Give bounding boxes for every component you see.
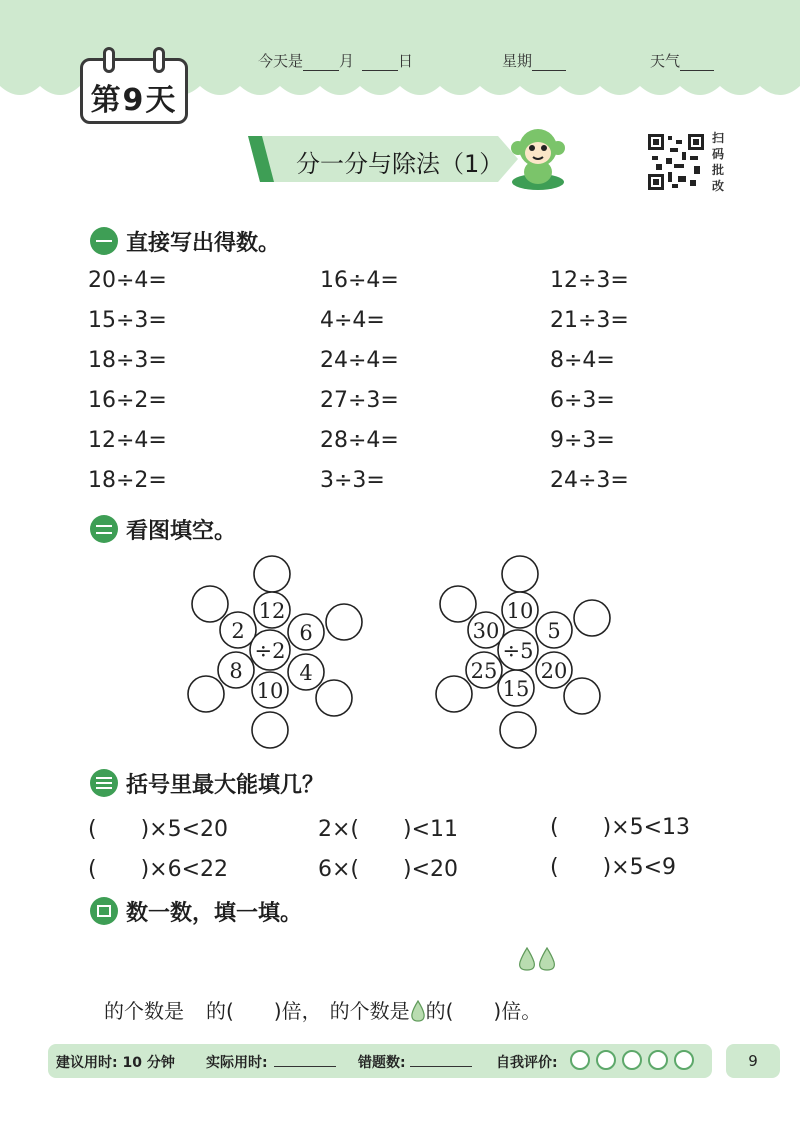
inequality[interactable]: 2×( )<11 [318,817,459,842]
date-blank[interactable] [362,57,398,71]
flower-center-text: ÷2 [254,639,286,663]
equation[interactable]: 28÷4= [320,428,399,453]
qr-label: 扫码批改 [711,131,724,193]
equation[interactable]: 18÷3= [88,348,167,373]
equation[interactable]: 21÷3= [550,308,629,333]
section-3-title: 括号里最大能填几？ [126,772,325,798]
equation[interactable]: 18÷2= [88,468,167,493]
page-number: 9 [726,1044,780,1078]
sentence-part[interactable]: 的( )倍。 [425,999,542,1023]
equation[interactable]: 3÷3= [320,468,385,493]
flower-center-text: ÷5 [502,639,534,663]
section-4-heading [90,896,302,926]
rating-face-icon[interactable] [570,1050,590,1070]
weather-blank[interactable] [680,57,714,71]
rating-face-icon[interactable] [674,1050,694,1070]
footer-bar [48,1044,712,1078]
equation[interactable]: 4÷4= [320,308,385,333]
equation[interactable]: 6÷3= [550,388,615,413]
section-3-heading [90,768,324,798]
today-label: 今天是 [258,52,304,70]
inequality[interactable]: ( )×5<13 [550,815,691,840]
equation[interactable]: 27÷3= [320,388,399,413]
monkey-mascot-icon [506,122,570,194]
answer-circle[interactable] [252,712,288,748]
petal-value: 20 [540,659,568,683]
petal-value: 2 [231,619,245,643]
equation[interactable]: 8÷4= [550,348,615,373]
weekday-label: 星期 [502,52,533,70]
petal-value: 8 [229,659,243,683]
inequality[interactable]: ( )×5<20 [88,817,229,842]
answer-circle[interactable] [254,556,290,592]
division-flower-2 [424,548,624,758]
count-sentence [104,995,541,1024]
answer-circle[interactable] [440,586,476,622]
answer-circle[interactable] [316,680,352,716]
inequality[interactable]: 6×( )<20 [318,857,459,882]
inequality[interactable]: ( )×6<22 [88,857,229,882]
rating-face-icon[interactable] [596,1050,616,1070]
inequality[interactable]: ( )×5<9 [550,855,677,880]
petal-value: 10 [256,679,284,703]
answer-circle[interactable] [436,676,472,712]
section-1-title: 直接写出得数。 [126,230,281,256]
sentence-part[interactable]: 的( )倍， [206,999,322,1023]
equation[interactable]: 24÷3= [550,468,629,493]
equation[interactable]: 16÷2= [88,388,167,413]
petal-value: 10 [506,599,534,623]
weather-label: 天气 [650,52,681,70]
answer-circle[interactable] [326,604,362,640]
pear-icon [516,946,558,972]
pear-icon [410,1000,426,1022]
answer-circle[interactable] [574,600,610,636]
lesson-title-bar [248,136,518,182]
section-number-badge [90,897,118,925]
petal-value: 30 [472,619,500,643]
qr-code-icon[interactable] [646,132,706,192]
month-label: 月 [339,52,355,70]
answer-circle[interactable] [192,586,228,622]
equation[interactable]: 20÷4= [88,268,167,293]
answer-circle[interactable] [502,556,538,592]
day-badge [80,58,188,124]
section-2-heading [90,514,236,544]
equation[interactable]: 12÷3= [550,268,629,293]
section-2-title: 看图填空。 [126,518,237,544]
section-number-badge [90,515,118,543]
rating-face-icon[interactable] [622,1050,642,1070]
weekday-blank[interactable] [532,57,566,71]
month-blank[interactable] [303,57,339,71]
calendar-ring-icon [153,47,165,73]
division-flower-1 [176,548,376,758]
suggested-time: 建议用时: 10 分钟 [56,1055,175,1071]
self-eval-label: 自我评价: [496,1055,558,1071]
lesson-title: 分一分与除法（1） [296,150,504,178]
equation[interactable]: 9÷3= [550,428,615,453]
answer-circle[interactable] [500,712,536,748]
error-count-label: 错题数: [358,1055,406,1071]
calendar-ring-icon [103,47,115,73]
petal-value: 25 [470,659,498,683]
equation[interactable]: 24÷4= [320,348,399,373]
sentence-part: 的个数是 [104,999,184,1023]
petal-value: 12 [258,599,286,623]
actual-time-label: 实际用时: [206,1055,268,1071]
petal-value: 5 [547,619,561,643]
section-1-heading [90,226,280,256]
equation[interactable]: 15÷3= [88,308,167,333]
answer-circle[interactable] [188,676,224,712]
answer-circle[interactable] [564,678,600,714]
section-number-badge [90,227,118,255]
petal-value: 6 [299,621,313,645]
section-4-title: 数一数，填一填。 [126,900,303,926]
section-number-badge [90,769,118,797]
equation[interactable]: 16÷4= [320,268,399,293]
actual-time-blank[interactable] [274,1053,336,1067]
date-label: 日 [398,52,414,70]
error-count-blank[interactable] [410,1053,472,1067]
sentence-part: 的个数是 [329,999,410,1023]
equation[interactable]: 12÷4= [88,428,167,453]
rating-face-icon[interactable] [648,1050,668,1070]
day-label: 第9天 [90,83,178,118]
petal-value: 4 [299,661,313,685]
petal-value: 15 [502,677,530,701]
